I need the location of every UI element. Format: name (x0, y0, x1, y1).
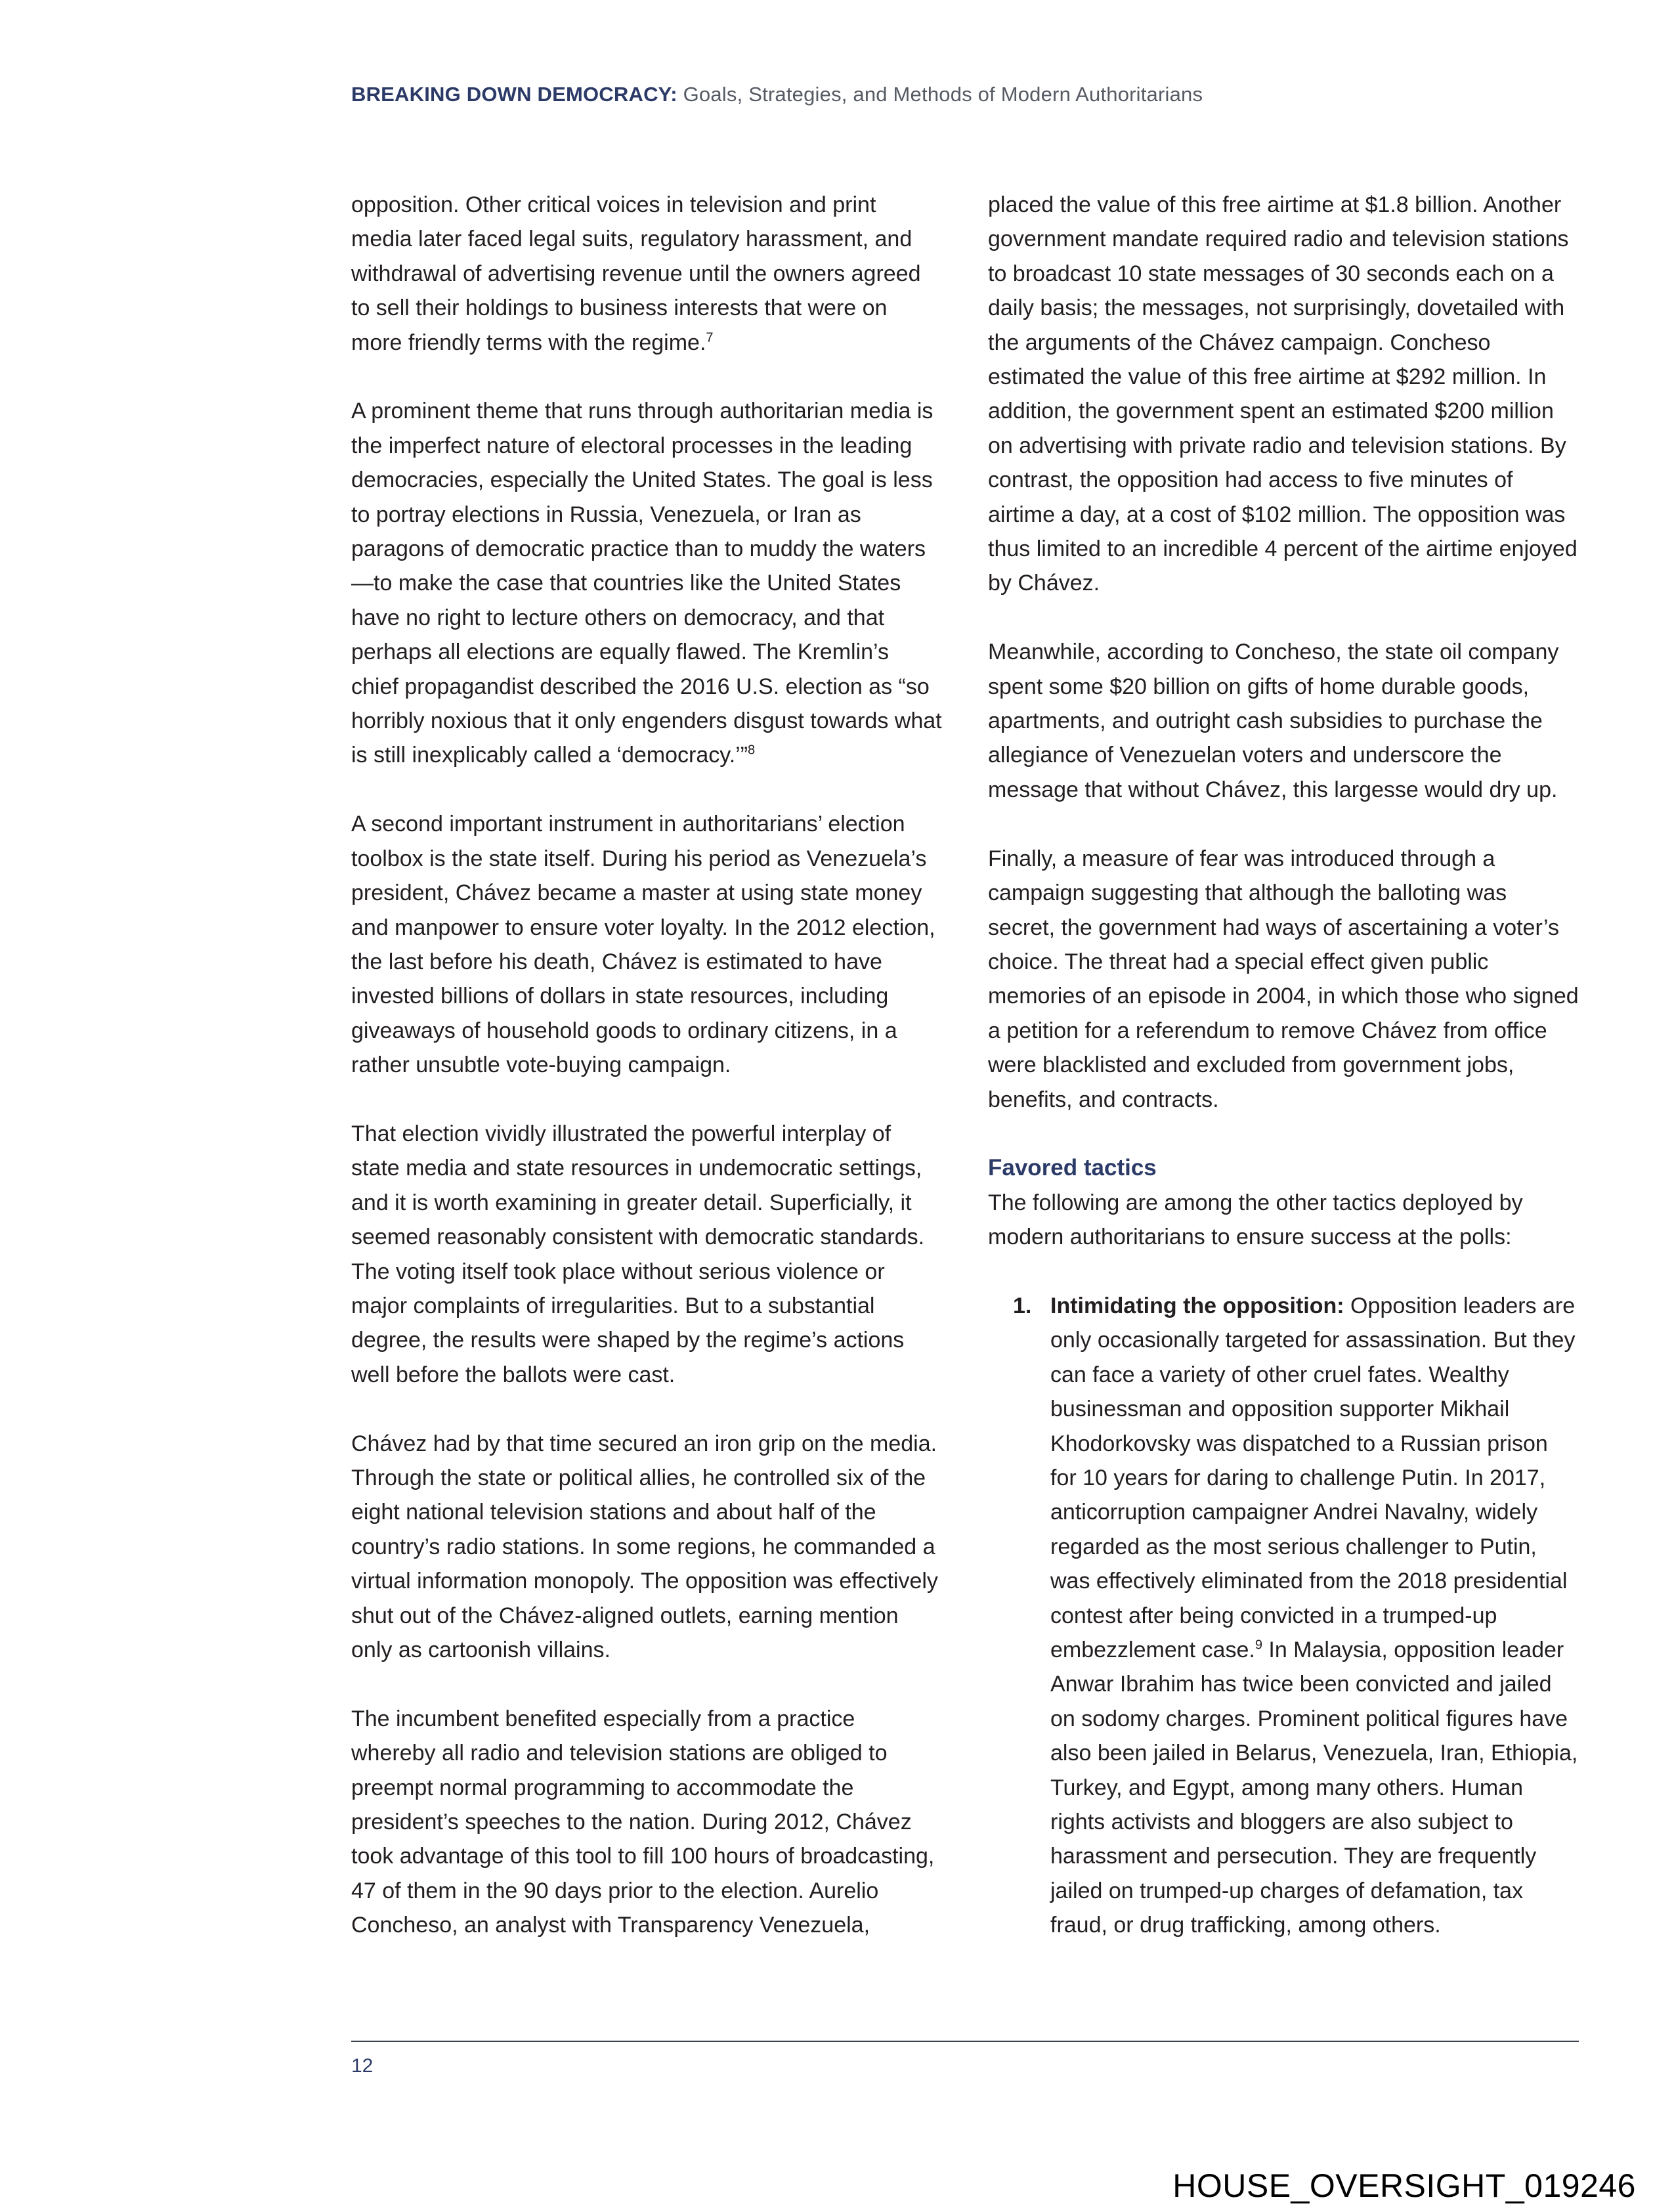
footer-divider (351, 2041, 1579, 2042)
paragraph (988, 188, 1579, 601)
paragraph-text: That election vividly illustrated the powerful interplay of state media and state resources in undemocratic settings, and it is worth examining in greater detail. Superficially, it seemed reasonably consistent with democratic standards. The voting itself took place without serious violence or major complaints of irregularities. But to a substantial degree, the results were shaped by the regime’s actions well before the ballots were cast. (351, 1121, 925, 1387)
bates-stamp: HOUSE_OVERSIGHT_019246 (1172, 2167, 1636, 2204)
paragraph (351, 1702, 942, 1943)
running-header (351, 83, 1203, 106)
right-column (988, 188, 1579, 1943)
paragraph-text: A prominent theme that runs through authoritarian media is the imperfect nature of electoral processes in the leading democracies, especially the United States. The goal is less to portray elections in Russia, Venezuela, or Iran as paragons of democratic practice than to muddy the waters—to make the case that countries like the United States have no right to lecture others on democracy, and that perhaps all elections are equally flawed. The Kremlin’s chief propagandist described the 2016 U.S. election as “so horribly noxious that it only engenders disgust towards what is still inexplicably called a ‘democracy.’” (351, 399, 942, 768)
footnote-ref: 7 (706, 330, 714, 345)
tactics-list (988, 1289, 1579, 1943)
paragraph-text: opposition. Other critical voices in television and print media later faced legal suits, regulatory harassment, and withdrawal of advertising revenue until the owners agreed to sell their holdings to business interests that were on more friendly terms with the regime. (351, 192, 921, 355)
paragraph-text: Finally, a measure of fear was introduced through a campaign suggesting that although the balloting was secret, the government had ways of ascertaining a voter’s choice. The threat had a special effect given public memories of an episode in 2004, in which those who signed a petition for a referendum to remove Chávez from office were blacklisted and excluded from government jobs, benefits, and contracts. (988, 846, 1579, 1112)
paragraph (351, 807, 942, 1082)
section-intro: The following are among the other tactics deployed by modern authoritarians to ensure success at the polls: (988, 1190, 1523, 1250)
paragraph-text: Chávez had by that time secured an iron grip on the media. Through the state or political allies, he controlled six of the eight national television stations and about half of the country’s radio stations. In some regions, he commanded a virtual information monopoly. The opposition was effectively shut out of the Chávez-aligned outlets, earning mention only as cartoonish villains. (351, 1431, 938, 1662)
report-title: BREAKING DOWN DEMOCRACY: (351, 83, 677, 106)
page-number: 12 (351, 2055, 374, 2077)
list-item-number: 1. (1013, 1293, 1032, 1318)
paragraph (351, 188, 942, 360)
paragraph (988, 842, 1579, 1117)
paragraph-text: A second important instrument in authoritarians’ election toolbox is the state itself. During his period as Venezuela’s president, Chávez became a master at using state money and manpower to ensure voter loyalty. In the 2012 election, the last before his death, Chávez is estimated to have invested billions of dollars in state resources, including giveaways of household goods to ordinary citizens, in a rather unsubtle vote-buying campaign. (351, 812, 935, 1078)
paragraph-text: placed the value of this free airtime at $1.8 billion. Another government mandate required radio and television stations to broadcast 10 state messages of 30 seconds each on a daily basis; the messages, not surprisingly, dovetailed with the arguments of the Chávez campaign. Concheso estimated the value of this free airtime at $292 million. In addition, the government spent an estimated $200 million on advertising with private radio and television stations. By contrast, the opposition had access to five minutes of airtime a day, at a cost of $102 million. The opposition was thus limited to an incredible 4 percent of the airtime enjoyed by Chávez. (988, 192, 1577, 596)
list-item-text: Opposition leaders are only occasionally targeted for assassination. But they can face a variety of other cruel fates. Wealthy businessman and opposition supporter Mikhail Khodorkovsky was dispatched to a Russian prison for 10 years for daring to challenge Putin. In 2017, anticorruption campaigner Andrei Navalny, widely regarded as the most serious challenger to Putin, was effectively eliminated from the 2018 presidential contest after being convicted in a trumped-up embezzlement case. (1050, 1293, 1576, 1662)
paragraph (988, 635, 1579, 807)
footnote-ref: 9 (1255, 1637, 1262, 1653)
paragraph (351, 1117, 942, 1392)
section-heading: Favored tactics (988, 1155, 1157, 1181)
footnote-ref: 8 (748, 743, 756, 758)
list-item-lead: Intimidating the opposition: (1050, 1293, 1344, 1318)
report-subtitle: Goals, Strategies, and Methods of Modern Authoritarians (683, 83, 1203, 106)
paragraph-text: The incumbent benefited especially from a practice whereby all radio and television stations are obliged to preempt normal programming to accommodate the president’s speeches to the nation. During 2012, Chávez took advantage of this tool to fill 100 hours of broadcasting, 47 of them in the 90 days prior to the election. Aurelio Concheso, an analyst with Transparency Venezuela, (351, 1706, 935, 1938)
paragraph-text: Meanwhile, according to Concheso, the state oil company spent some $20 billion on gifts of home durable goods, apartments, and outright cash subsidies to purchase the allegiance of Venezuelan voters and underscore the message that without Chávez, this largesse would dry up. (988, 640, 1559, 802)
left-column (351, 188, 942, 1943)
list-item-text-continued: In Malaysia, opposition leader Anwar Ibrahim has twice been convicted and jailed on sodomy charges. Prominent political figures have also been jailed in Belarus, Venezuela, Iran, Ethiopia, Turkey, and Egypt, among many others. Human rights activists and bloggers are also subject to harassment and persecution. They are frequently jailed on trumped-up charges of defamation, tax fraud, or drug trafficking, among others. (1050, 1637, 1578, 1938)
paragraph (351, 394, 942, 772)
list-item (988, 1289, 1579, 1943)
paragraph (351, 1427, 942, 1668)
